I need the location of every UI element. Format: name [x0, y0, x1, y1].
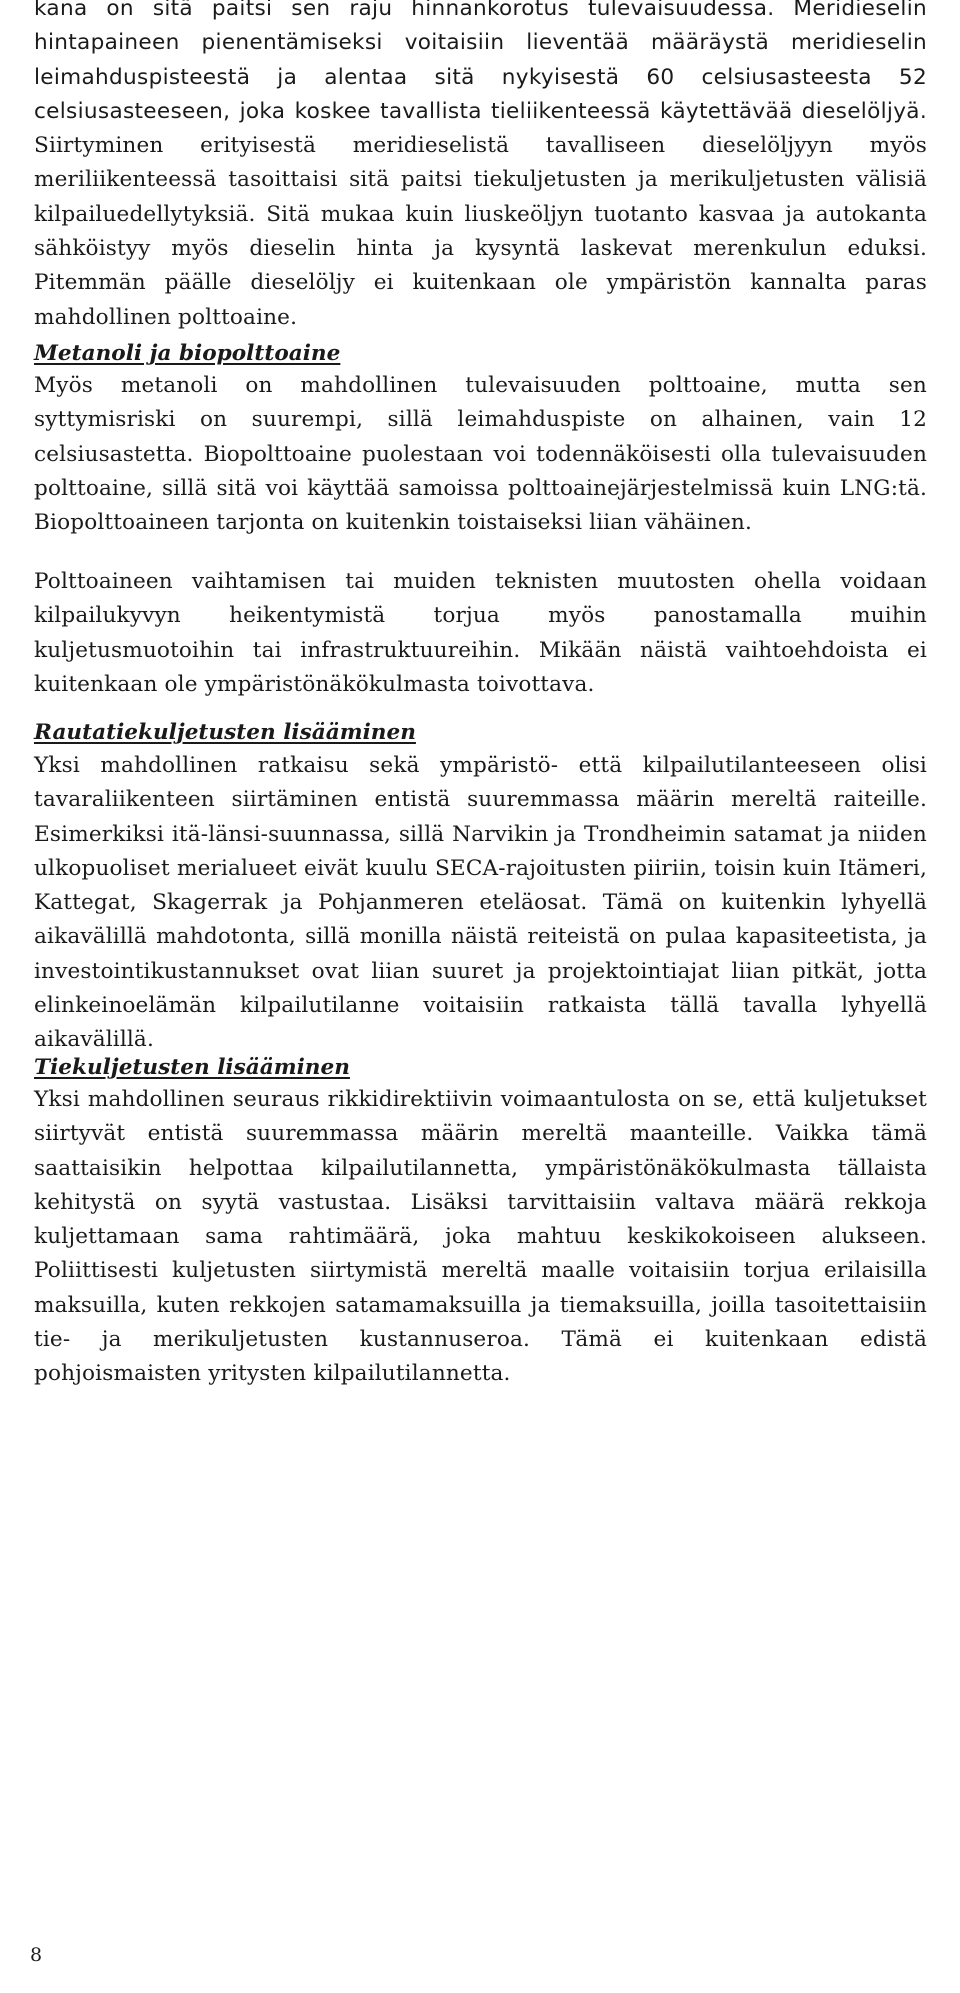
intro-text-sans: kana on sitä paitsi sen raju hinnankorotus tulevaisuudessa. Meridieselin hintapaineen pienentämiseksi voitaisiin lieventää määräystä meridieselin leimahduspisteestä ja alentaa sitä nykyisestä 60 celsiusasteesta 52 celsiusasteeseen, joka koskee tavallista tieliikenteessä käytettävää dieselöljyä. — [34, 0, 927, 124]
section-text-metanoli: Myös metanoli on mahdollinen tulevaisuuden polttoaine, mutta sen syttymisriski on suurempi, sillä leimahduspiste on alhainen, vain 12 celsiusastetta. Biopolttoaine puolestaan voi todennäköisesti olla tulevaisuuden polttoaine, sillä sitä voi käyttää samoissa polttoainejärjestelmissä kuin LNG:tä. Biopolttoaineen tarjonta on kuitenkin toistaiseksi liian vähäinen. — [34, 373, 927, 536]
intro-paragraph — [34, 0, 927, 335]
section-text-rautatie: Yksi mahdollinen ratkaisu sekä ympäristö- että kilpailutilanteeseen olisi tavaraliikenteen siirtäminen entistä suuremmassa määrin mereltä raiteille. Esimerkiksi itä-länsi-suunnassa, sillä Narvikin ja Trondheimin satamat ja niiden ulkopuoliset merialueet eivät kuulu SECA-rajoitusten piiriin, toisin kuin Itämeri, Kattegat, Skagerrak ja Pohjanmeren eteläosat. Tämä on kuitenkin lyhyellä aikavälillä mahdotonta, sillä monilla näistä reiteistä on pulaa kapasiteetista, ja investointikustannukset ovat liian suuret ja projektointiajat liian pitkät, jotta elinkeinoelämän kilpailutilanne voitaisiin ratkaista tällä tavalla lyhyellä aikavälillä. — [34, 753, 927, 1053]
section-heading-metanoli: Metanoli ja biopolttoaine — [34, 341, 341, 366]
document-page — [34, 0, 927, 1993]
section-heading-rautatie: Rautatiekuljetusten lisääminen — [34, 720, 416, 745]
intro-text-serif: Siirtyminen erityisestä meridieselistä tavalliseen dieselöljyyn myös meriliikenteessä tasoittaisi sitä paitsi tiekuljetusten ja merikuljetusten välisiä kilpailuedellytyksiä. Sitä mukaa kuin liuskeöljyn tuotanto kasvaa ja autokanta sähköistyy myös dieselin hinta ja kysyntä laskevat merenkulun eduksi. Pitemmän päälle dieselöljy ei kuitenkaan ole ympäristön kannalta paras mahdollinen polttoaine. — [34, 133, 927, 330]
section-text-tiekuljetus: Yksi mahdollinen seuraus rikkidirektiivin voimaantulosta on se, että kuljetukset siirtyvät entistä suuremmassa määrin mereltä maanteille. Vaikka tämä saattaisikin helpottaa kilpailutilannetta, ympäristönäkökulmasta tällaista kehitystä on syytä vastustaa. Lisäksi tarvittaisiin valtava määrä rekkoja kuljettamaan sama rahtimäärä, joka mahtuu keskikokoiseen alukseen. Poliittisesti kuljetusten siirtymistä mereltä maalle voitaisiin torjua erilaisilla maksuilla, kuten rekkojen satamamaksuilla ja tiemaksuilla, joilla tasoitettaisiin tie- ja merikuljetusten kustannuseroa. Tämä ei kuitenkaan edistä pohjoismaisten yritysten kilpailutilannetta. — [34, 1087, 927, 1387]
section-heading-tiekuljetus: Tiekuljetusten lisääminen — [34, 1055, 350, 1080]
paragraph-polttoaine: Polttoaineen vaihtamisen tai muiden teknisten muutosten ohella voidaan kilpailukyvyn heikentymistä torjua myös panostamalla muihin kuljetusmuotoihin tai infrastruktuureihin. Mikään näistä vaihtoehdoista ei kuitenkaan ole ympäristönäkökulmasta toivottava. — [34, 569, 927, 697]
page-number: 8 — [30, 1944, 43, 1966]
